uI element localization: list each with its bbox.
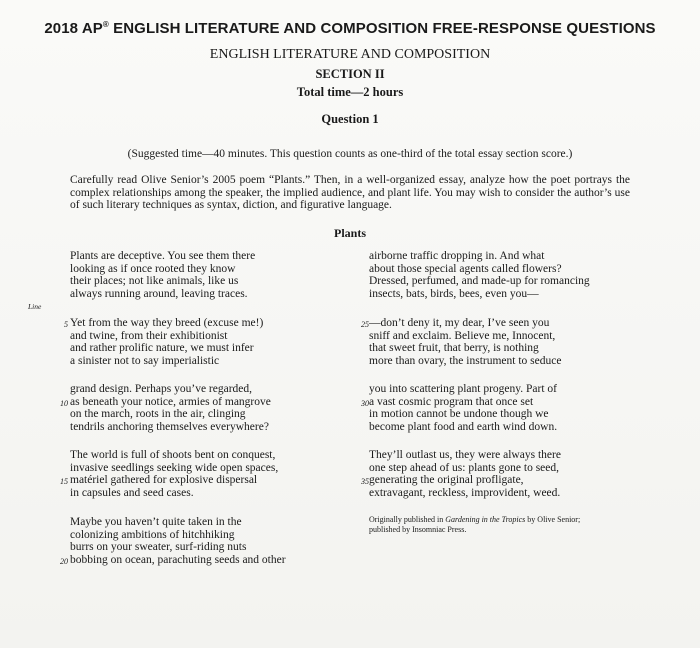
poem-line-text: looking as if once rooted they know: [70, 262, 236, 275]
poem-line: [361, 395, 557, 409]
poem-line-text: in motion cannot be undone though we: [369, 408, 549, 421]
poem-line: [369, 449, 561, 462]
poem-line: [369, 408, 557, 421]
poem-line: [361, 317, 561, 330]
suggested-time: (Suggested time—40 minutes. This question counts as one-third of the total essay section score.): [127, 148, 573, 160]
poem-line: [70, 263, 255, 276]
poem-line-text: Plants are deceptive. You see them there: [70, 250, 256, 262]
poem-stanza-2: [64, 317, 264, 367]
poem-line: [70, 487, 278, 500]
poem-line: [60, 474, 278, 487]
poem-stanza-6: [369, 250, 590, 300]
line-number: 15: [60, 477, 68, 487]
line-label: Line: [28, 302, 42, 311]
poem-line-text: insects, bats, birds, bees, even you—: [369, 287, 539, 300]
poem-stanza-5: [60, 516, 286, 566]
poem-line-text: generating the original profligate,: [369, 474, 524, 487]
poem-line-text: in capsules and seed cases.: [70, 486, 194, 499]
poem-line-text: colonizing ambitions of hitchhiking: [70, 528, 235, 541]
poem-line-text: airborne traffic dropping in. And what: [369, 250, 545, 262]
poem-line: [369, 487, 561, 500]
poem-line-text: you into scattering plant progeny. Part of: [369, 383, 558, 395]
line-number: 25: [361, 320, 369, 329]
publication-credit: [369, 515, 599, 534]
time-heading: Total time—2 hours: [296, 85, 404, 99]
poem-line: [70, 250, 255, 263]
poem-line-text: Dressed, perfumed, and made-up for romancing: [369, 275, 590, 288]
poem-line: [70, 516, 286, 529]
credit-book-title: Gardening in the Tropics: [445, 515, 526, 524]
poem-line-text: a sinister not to say imperialistic: [70, 354, 220, 367]
question-heading: Question 1: [321, 112, 379, 126]
line-number: 10: [60, 398, 68, 408]
poem-line-text: They’ll outlast us, they were always there: [369, 449, 561, 461]
poem-line: [70, 330, 263, 343]
poem-stanza-4: [60, 449, 279, 499]
poem-line: [369, 250, 590, 263]
poem-line: [369, 383, 557, 396]
poem-line-text: a vast cosmic program that once set: [369, 395, 534, 408]
poem-line: [70, 275, 255, 288]
poem-line: [369, 263, 590, 276]
poem-line-text: matériel gathered for explosive dispersal: [70, 474, 258, 487]
poem-line-text: extravagant, reckless, improvident, weed.: [369, 486, 561, 499]
poem-line-text: —don’t deny it, my dear, I’ve seen you: [369, 317, 550, 329]
poem-line: [369, 462, 561, 475]
registered-mark: ®: [102, 20, 109, 29]
poem-line: [60, 553, 286, 567]
poem-line-text: always running around, leaving traces.: [70, 287, 248, 300]
poem-line-text: tendrils anchoring themselves everywhere?: [70, 420, 269, 433]
poem-line: [369, 330, 561, 343]
line-number: 30: [361, 398, 369, 408]
poem-line-text: on the march, roots in the air, clinging: [70, 408, 246, 421]
poem-line: [70, 449, 278, 462]
poem-line-text: become plant food and earth wind down.: [369, 420, 558, 433]
poem-line-text: grand design. Perhaps you’ve regarded,: [70, 383, 253, 395]
poem-line: [60, 395, 271, 409]
title-suffix: ENGLISH LITERATURE AND COMPOSITION FREE-RESPONSE QUESTIONS: [108, 20, 656, 37]
poem-title: Plants: [333, 226, 366, 240]
credit-suffix: by Olive Senior; published by Insomniac Press.: [369, 515, 581, 534]
poem-line-text: Maybe you haven’t quite taken in the: [70, 516, 242, 528]
poem-line: [369, 342, 561, 355]
poem-line: [70, 421, 271, 434]
poem-line-text: one step ahead of us: plants gone to seed,: [369, 461, 560, 474]
poem-line-text: and twine, from their exhibitionist: [70, 329, 228, 342]
poem-line: [369, 275, 590, 288]
poem-stanza-1: [70, 250, 255, 300]
poem-line-text: bobbing on ocean, parachuting seeds and other: [70, 553, 286, 566]
poem-line: [70, 541, 286, 554]
poem-stanza-7: [361, 317, 562, 367]
poem-line-text: their places; not like animals, like us: [70, 275, 239, 288]
line-number: 35: [361, 477, 369, 487]
poem-line: [70, 529, 286, 542]
poem-line: [70, 462, 278, 475]
poem-line: [369, 355, 561, 368]
poem-line-text: Yet from the way they breed (excuse me!): [70, 317, 264, 329]
poem-line-text: sniff and exclaim. Believe me, Innocent,: [369, 329, 556, 342]
title-prefix: 2018 AP: [44, 20, 103, 37]
poem-line: [369, 288, 590, 301]
poem-stanza-9: [361, 449, 561, 499]
poem-line-text: as beneath your notice, armies of mangrove: [70, 395, 271, 408]
poem-line: [64, 317, 264, 330]
poem-line: [70, 288, 255, 301]
poem-line-text: about those special agents called flowers?: [369, 262, 562, 275]
poem-line-text: that sweet fruit, that berry, is nothing: [369, 342, 539, 355]
line-number: 5: [64, 320, 68, 329]
poem-line-text: invasive seedlings seeking wide open spaces,: [70, 461, 279, 474]
question-instructions: Carefully read Olive Senior’s 2005 poem “Plants.” Then, in a well-organized essay, analyze how the poet portrays the complex relationships among the speaker, the implied audience, and plant life. You may wish to consider the author’s use of such literary techniques as syntax, diction, and figurative language.: [70, 174, 630, 211]
poem-line: [70, 355, 263, 368]
subject-heading: ENGLISH LITERATURE AND COMPOSITION: [209, 47, 491, 62]
poem-stanza-3: [60, 383, 271, 433]
poem-stanza-8: [361, 383, 558, 433]
section-heading: SECTION II: [315, 67, 385, 81]
line-number: 20: [60, 556, 68, 566]
poem-line: [369, 421, 557, 434]
poem-line: [70, 342, 263, 355]
poem-line-text: burrs on your sweater, surf-riding nuts: [70, 541, 247, 554]
credit-prefix: Originally published in: [369, 515, 446, 524]
page-title: [0, 20, 700, 37]
poem-line-text: The world is full of shoots bent on conquest,: [70, 449, 276, 461]
poem-line: [70, 383, 271, 396]
poem-line-text: more than ovary, the instrument to seduce: [369, 354, 562, 367]
poem-line: [70, 408, 271, 421]
poem-line: [361, 474, 561, 487]
poem-line-text: and rather prolific nature, we must infer: [70, 342, 254, 355]
